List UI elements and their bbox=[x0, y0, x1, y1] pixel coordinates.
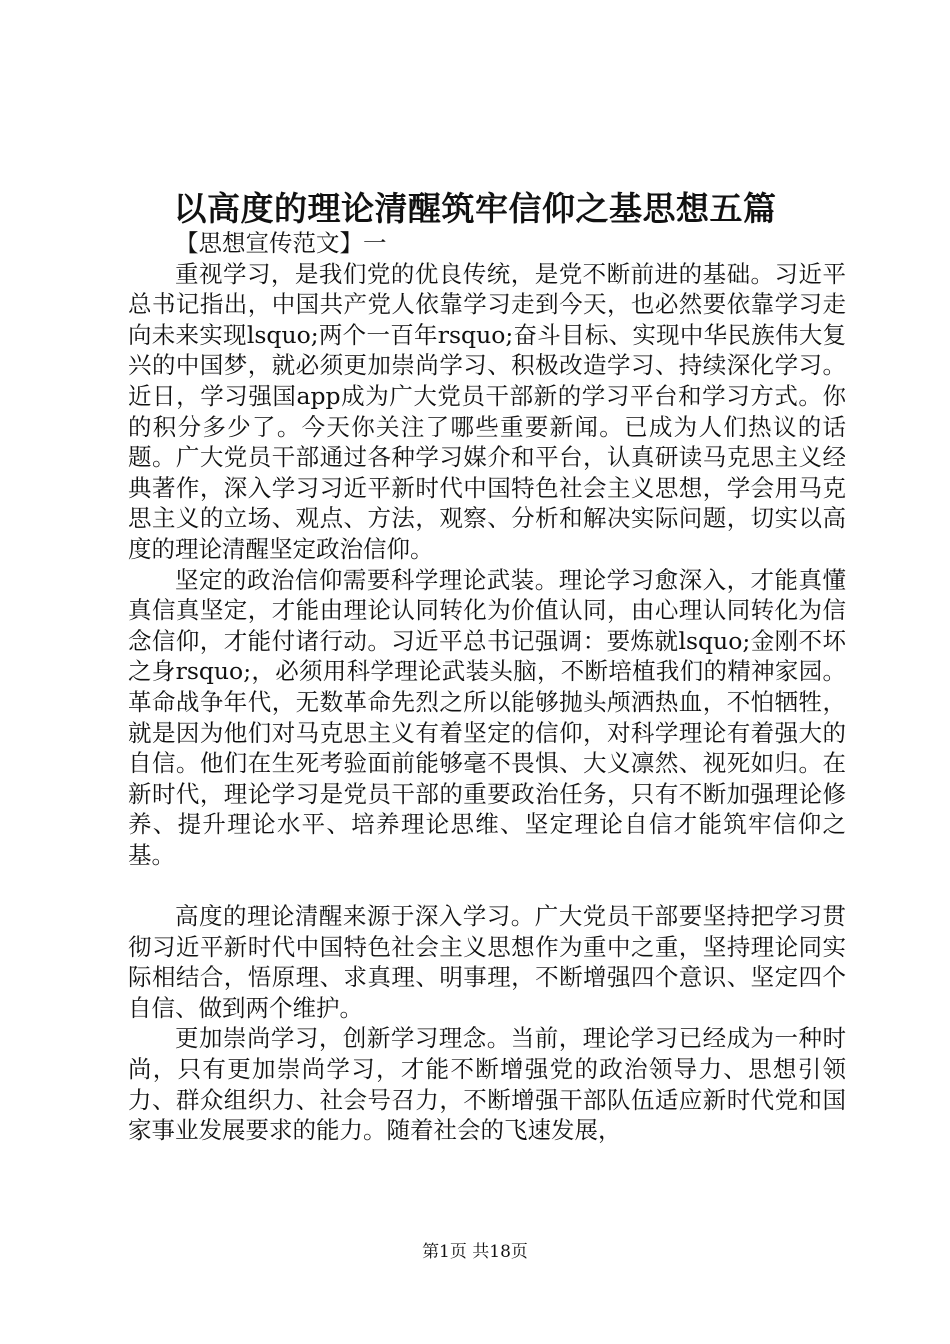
document-title: 以高度的理论清醒筑牢信仰之基思想五篇 bbox=[173, 189, 777, 228]
paragraph-section-heading: 【思想宣传范文】一 bbox=[175, 229, 387, 257]
paragraph-2: 坚定的政治信仰需要科学理论武装。理论学习愈深入，才能真懂真信真坚定，才能由理论认同转化为价值认同，由心理认同转化为信念信仰，才能付诸行动。习近平总书记强调：要炼就lsquo;金刚不坏之身rsquo;，必须用科学理论武装头脑，不断培植我们的精神家园。革命战争年代，无数革命先烈之所以能够抛头颅洒热血，不怕牺牲，就是因为他们对马克思主义有着坚定的信仰，对科学理论有着强大的自信。他们在生死考验面前能够毫不畏惧、大义凛然、视死如归。在新时代，理论学习是党员干部的重要政治任务，只有不断加强理论修养、提升理论水平、培养理论思维、坚定理论自信才能筑牢信仰之基。 bbox=[128, 565, 846, 869]
document-body bbox=[128, 228, 846, 1146]
page-number: 第1页 共18页 bbox=[422, 1242, 528, 1262]
paragraph-1: 重视学习，是我们党的优良传统，是党不断前进的基础。习近平总书记指出，中国共产党人依靠学习走到今天，也必然要依靠学习走向未来实现lsquo;两个一百年rsquo;奋斗目标、实现中华民族伟大复兴的中国梦，就必须更加崇尚学习、积极改造学习、持续深化学习。近日，学习强国app成为广大党员干部新的学习平台和学习方式。你的积分多少了。今天你关注了哪些重要新闻。已成为人们热议的话题。广大党员干部通过各种学习媒介和平台，认真研读马克思主义经典著作，深入学习习近平新时代中国特色社会主义思想，学会用马克思主义的立场、观点、方法，观察、分析和解决实际问题，切实以高度的理论清醒坚定政治信仰。 bbox=[128, 259, 846, 563]
paragraph-4: 更加崇尚学习，创新学习理念。当前，理论学习已经成为一种时尚，只有更加崇尚学习，才能不断增强党的政治领导力、思想引领力、群众组织力、社会号召力，不断增强干部队伍适应新时代党和国家事业发展要求的能力。随着社会的飞速发展， bbox=[128, 1024, 846, 1145]
paragraph-3: 高度的理论清醒来源于深入学习。广大党员干部要坚持把学习贯彻习近平新时代中国特色社会主义思想作为重中之重，坚持理论同实际相结合，悟原理、求真理、明事理，不断增强四个意识、坚定四个自信、做到两个维护。 bbox=[128, 902, 846, 1022]
